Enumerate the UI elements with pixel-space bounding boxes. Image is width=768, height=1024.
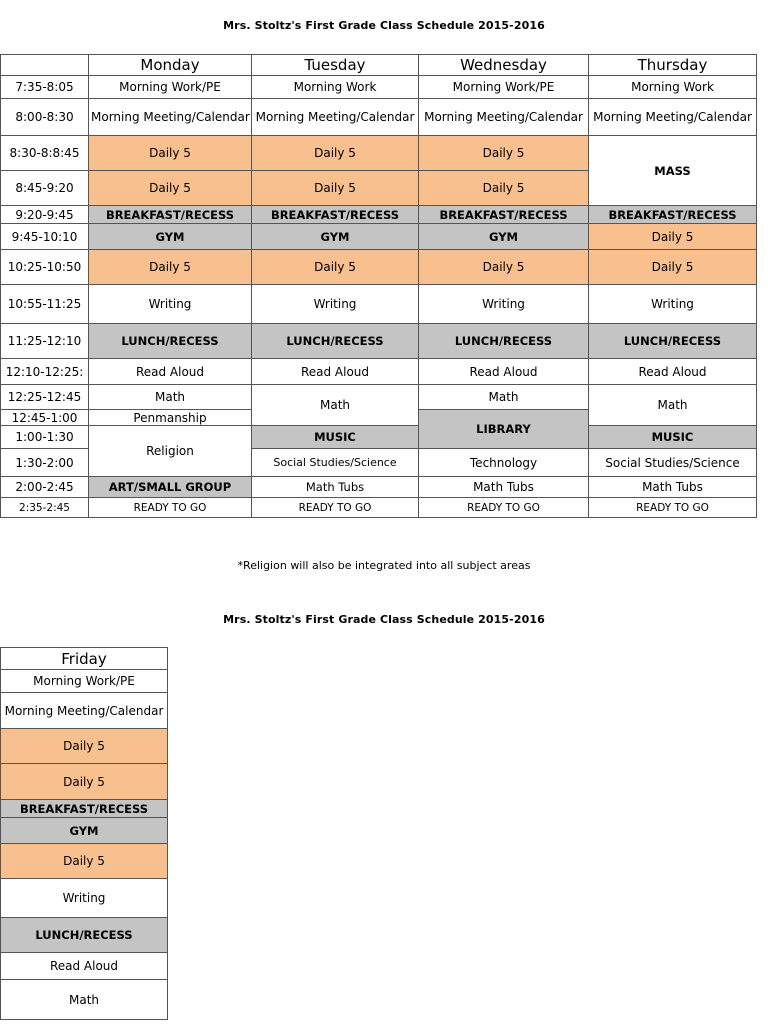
schedule-cell: LUNCH/RECESS — [419, 324, 589, 359]
table-row — [1, 729, 168, 764]
schedule-cell: Daily 5 — [89, 250, 252, 285]
schedule-cell: Daily 5 — [419, 250, 589, 285]
schedule-cell: Math — [419, 385, 589, 410]
schedule-cell: Writing — [419, 285, 589, 324]
schedule-cell: Morning Work — [252, 76, 419, 99]
schedule-cell: Writing — [252, 285, 419, 324]
schedule-cell: Math — [589, 385, 757, 426]
table-row — [1, 285, 757, 324]
schedule-cell: Religion — [89, 426, 252, 477]
schedule-cell: GYM — [252, 224, 419, 250]
schedule-cell: BREAKFAST/RECESS — [589, 206, 757, 224]
time-cell: 11:25-12:10 — [1, 324, 89, 359]
schedule-cell: Daily 5 — [419, 171, 589, 206]
table-row — [1, 250, 757, 285]
schedule-cell: Writing — [589, 285, 757, 324]
schedule-cell: Daily 5 — [1, 764, 168, 800]
schedule-cell: Math — [252, 385, 419, 426]
schedule-cell: Writing — [1, 879, 168, 918]
table-row — [1, 136, 757, 171]
schedule-cell: Morning Meeting/Calendar — [1, 693, 168, 729]
schedule-cell: GYM — [1, 818, 168, 844]
table-row — [1, 206, 757, 224]
schedule-cell: Morning Meeting/Calendar — [89, 99, 252, 136]
schedule-cell: GYM — [419, 224, 589, 250]
time-cell: 2:35-2:45 — [1, 498, 89, 518]
schedule-cell: Technology — [419, 449, 589, 477]
table-row — [1, 324, 757, 359]
schedule-cell: Daily 5 — [1, 844, 168, 879]
schedule-cell: LUNCH/RECESS — [89, 324, 252, 359]
schedule-cell: Math Tubs — [419, 477, 589, 498]
schedule-cell: LUNCH/RECESS — [589, 324, 757, 359]
header-row — [1, 648, 168, 670]
schedule-cell: BREAKFAST/RECESS — [252, 206, 419, 224]
friday-schedule-table — [0, 647, 168, 1020]
table-row — [1, 359, 757, 385]
table-row — [1, 918, 168, 953]
schedule-cell-library: LIBRARY — [419, 410, 589, 449]
schedule-cell: GYM — [89, 224, 252, 250]
schedule-cell: MUSIC — [589, 426, 757, 449]
schedule-cell: Daily 5 — [252, 136, 419, 171]
time-cell: 1:30-2:00 — [1, 449, 89, 477]
time-cell: 8:30-8:8:45 — [1, 136, 89, 171]
table-row — [1, 953, 168, 980]
day-header-wednesday: Wednesday — [419, 55, 589, 76]
table-row — [1, 385, 757, 410]
schedule-cell: Math Tubs — [252, 477, 419, 498]
table-row — [1, 670, 168, 693]
time-cell: 10:55-11:25 — [1, 285, 89, 324]
schedule-cell: Read Aloud — [252, 359, 419, 385]
schedule-cell: Read Aloud — [419, 359, 589, 385]
schedule-cell: Daily 5 — [89, 171, 252, 206]
schedule-cell: MUSIC — [252, 426, 419, 449]
schedule-cell: Read Aloud — [589, 359, 757, 385]
schedule-cell-mass: MASS — [589, 136, 757, 206]
schedule-cell: Daily 5 — [1, 729, 168, 764]
schedule-cell: Math Tubs — [589, 477, 757, 498]
schedule-cell: READY TO GO — [419, 498, 589, 518]
table-row — [1, 879, 168, 918]
header-row — [1, 55, 757, 76]
schedule-cell: Social Studies/Science — [589, 449, 757, 477]
schedule-cell: BREAKFAST/RECESS — [89, 206, 252, 224]
schedule-cell: Daily 5 — [252, 171, 419, 206]
table-row — [1, 426, 757, 449]
table-row — [1, 764, 168, 800]
day-header-thursday: Thursday — [589, 55, 757, 76]
schedule-cell: BREAKFAST/RECESS — [419, 206, 589, 224]
table-row — [1, 818, 168, 844]
time-cell: 10:25-10:50 — [1, 250, 89, 285]
time-cell: 1:00-1:30 — [1, 426, 89, 449]
religion-note: *Religion will also be integrated into all subject areas — [237, 559, 531, 572]
schedule-cell: Math — [89, 385, 252, 410]
schedule-cell: Morning Work/PE — [1, 670, 168, 693]
schedule-cell: Daily 5 — [589, 250, 757, 285]
time-cell: 9:45-10:10 — [1, 224, 89, 250]
time-cell: 12:10-12:25: — [1, 359, 89, 385]
table-row — [1, 76, 757, 99]
schedule-cell: Math — [1, 980, 168, 1020]
time-cell: 2:00-2:45 — [1, 477, 89, 498]
schedule-cell: LUNCH/RECESS — [252, 324, 419, 359]
table-row — [1, 477, 757, 498]
schedule-cell: Writing — [89, 285, 252, 324]
time-cell: 12:45-1:00 — [1, 410, 89, 426]
time-cell: 8:00-8:30 — [1, 99, 89, 136]
schedule-cell: LUNCH/RECESS — [1, 918, 168, 953]
schedule-cell: Morning Meeting/Calendar — [252, 99, 419, 136]
day-header-monday: Monday — [89, 55, 252, 76]
table-row — [1, 498, 757, 518]
table-row — [1, 99, 757, 136]
table-row — [1, 844, 168, 879]
time-cell: 7:35-8:05 — [1, 76, 89, 99]
schedule-cell: Morning Work/PE — [419, 76, 589, 99]
schedule-cell: Morning Work — [589, 76, 757, 99]
schedule-cell: Read Aloud — [89, 359, 252, 385]
table-row — [1, 800, 168, 818]
schedule-title: Mrs. Stoltz's First Grade Class Schedule 2015-2016 — [223, 19, 545, 32]
schedule-cell: Daily 5 — [419, 136, 589, 171]
schedule-cell: Penmanship — [89, 410, 252, 426]
schedule-cell: Social Studies/Science — [252, 449, 419, 477]
schedule-cell: Morning Meeting/Calendar — [589, 99, 757, 136]
day-header-friday: Friday — [1, 648, 168, 670]
time-cell: 12:25-12:45 — [1, 385, 89, 410]
time-cell: 8:45-9:20 — [1, 171, 89, 206]
corner-cell — [1, 55, 89, 76]
schedule-cell: Morning Meeting/Calendar — [419, 99, 589, 136]
day-header-tuesday: Tuesday — [252, 55, 419, 76]
schedule-cell: Daily 5 — [589, 224, 757, 250]
table-row — [1, 693, 168, 729]
schedule-cell: Daily 5 — [89, 136, 252, 171]
weekly-schedule-table — [0, 54, 757, 518]
schedule-cell: READY TO GO — [89, 498, 252, 518]
schedule-title-repeat: Mrs. Stoltz's First Grade Class Schedule 2015-2016 — [223, 613, 545, 626]
schedule-cell: Morning Work/PE — [89, 76, 252, 99]
table-row — [1, 980, 168, 1020]
table-row — [1, 224, 757, 250]
time-cell: 9:20-9:45 — [1, 206, 89, 224]
schedule-cell: Read Aloud — [1, 953, 168, 980]
schedule-cell: READY TO GO — [589, 498, 757, 518]
schedule-cell: ART/SMALL GROUP — [89, 477, 252, 498]
schedule-cell: BREAKFAST/RECESS — [1, 800, 168, 818]
schedule-cell: Daily 5 — [252, 250, 419, 285]
schedule-cell: READY TO GO — [252, 498, 419, 518]
